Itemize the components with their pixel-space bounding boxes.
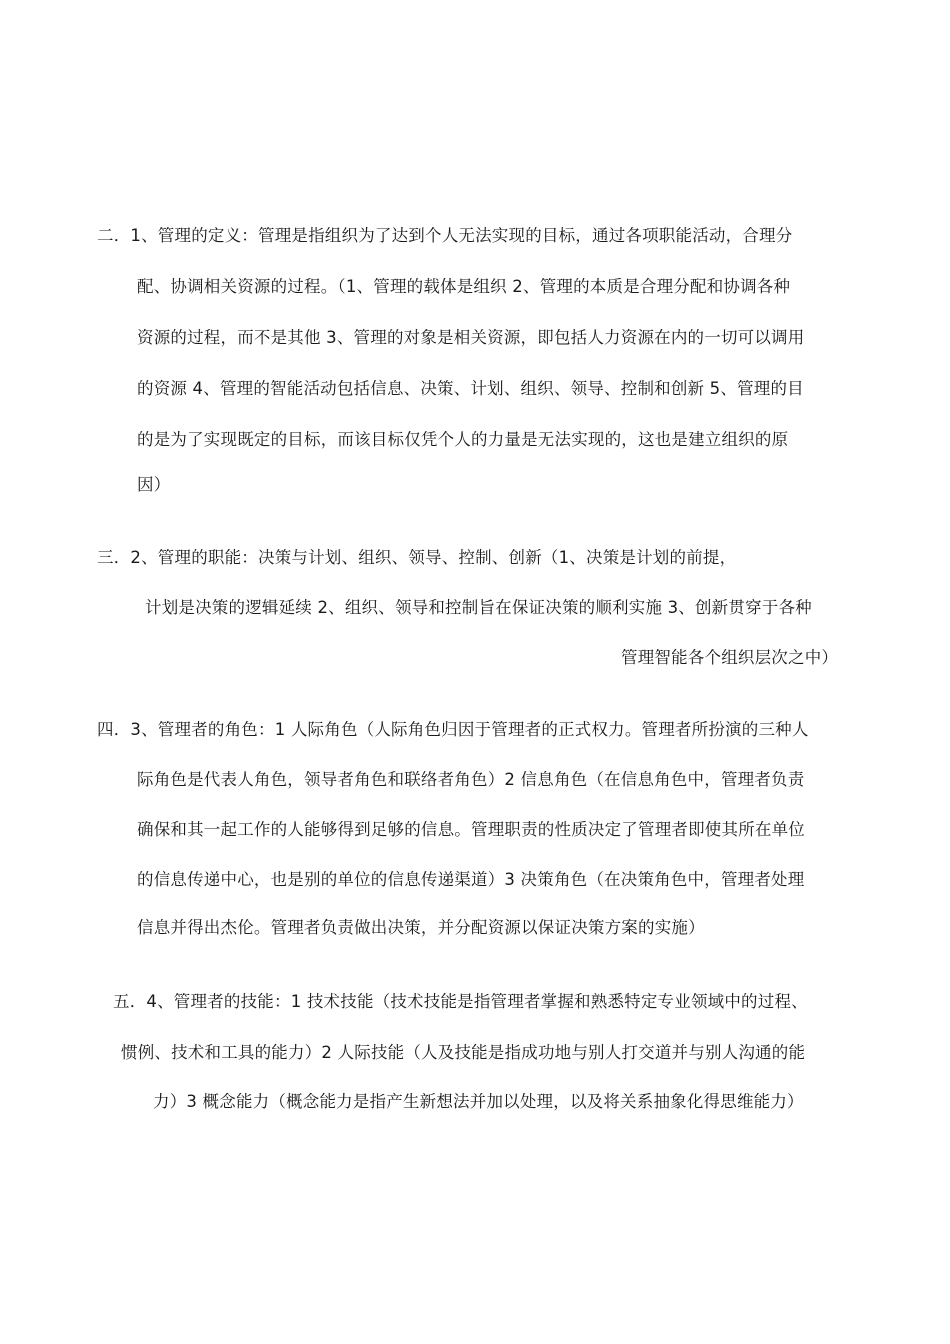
section-1-line-1: 二．1、管理的定义：管理是指组织为了达到个人无法实现的目标，通过各项职能活动，合理分 xyxy=(97,226,793,245)
section-3-line-5: 信息并得出杰伦。管理者负责做出决策，并分配资源以保证决策方案的实施） xyxy=(137,918,705,937)
section-3-line-2: 际角色是代表人角色，领导者角色和联络者角色）2 信息角色（在信息角色中，管理者负责 xyxy=(137,770,805,789)
section-3-line-1: 四．3、管理者的角色：1 人际角色（人际角色归因于管理者的正式权力。管理者所扮演的三种人 xyxy=(97,720,809,739)
section-3-line-3: 确保和其一起工作的人能够得到足够的信息。管理职责的性质决定了管理者即使其所在单位 xyxy=(137,820,805,839)
section-1-line-4: 的资源 4、管理的智能活动包括信息、决策、计划、组织、领导、控制和创新 5、管理的目 xyxy=(137,379,804,398)
section-4-line-1: 五．4、管理者的技能：1 技术技能（技术技能是指管理者掌握和熟悉特定专业领域中的过程、 xyxy=(113,992,808,1011)
section-2-line-2: 计划是决策的逻辑延续 2、组织、领导和控制旨在保证决策的顺利实施 3、创新贯穿于各种 xyxy=(145,598,812,617)
section-3-line-4: 的信息传递中心，也是别的单位的信息传递渠道）3 决策角色（在决策角色中，管理者处理 xyxy=(137,870,805,889)
section-1-line-2: 配、协调相关资源的过程。（1、管理的载体是组织 2、管理的本质是合理分配和协调各种 xyxy=(137,277,791,296)
section-2-line-3: 管理智能各个组织层次之中） xyxy=(621,648,839,667)
section-1-line-6: 因） xyxy=(137,475,171,494)
section-1-line-3: 资源的过程，而不是其他 3、管理的对象是相关资源，即包括人力资源在内的一切可以调用 xyxy=(137,328,805,347)
section-4-line-2: 惯例、技术和工具的能力）2 人际技能（人及技能是指成功地与别人打交道并与别人沟通的能 xyxy=(121,1043,806,1062)
section-1-line-5: 的是为了实现既定的目标，而该目标仅凭个人的力量是无法实现的，这也是建立组织的原 xyxy=(137,430,789,449)
section-4-line-3: 力）3 概念能力（概念能力是指产生新想法并加以处理，以及将关系抽象化得思维能力） xyxy=(153,1092,804,1111)
section-2-line-1: 三．2、管理的职能：决策与计划、组织、领导、控制、创新（1、决策是计划的前提， xyxy=(97,548,737,567)
